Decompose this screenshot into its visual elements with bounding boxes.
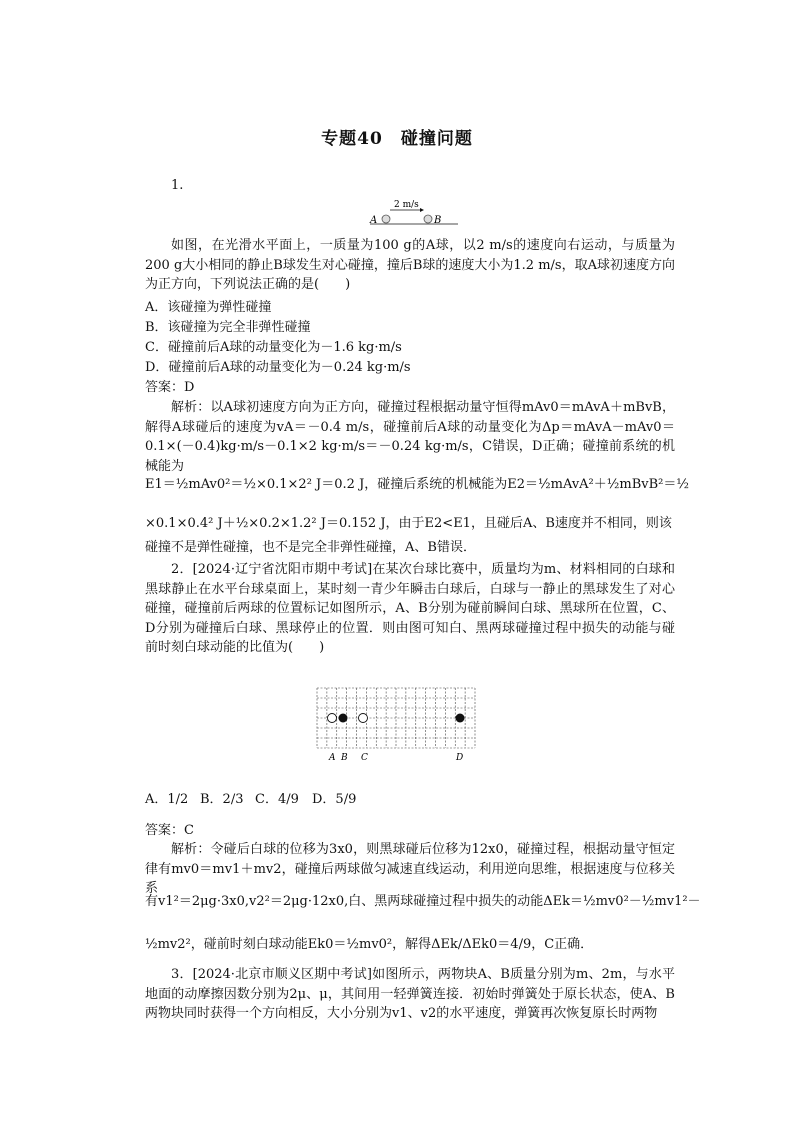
ball-a (382, 215, 390, 223)
q1-answer: 答案：D (145, 380, 195, 395)
white-ball-c (359, 714, 368, 723)
q2-figure (315, 686, 477, 764)
q1-option-c: C．碰撞前后A球的动量变化为－1.6 kg·m/s (145, 340, 402, 355)
q2-analysis-1: 解析：令碰后白球的位移为3x0，则黑球碰后位移为12x0，碰撞过程，根据动量守恒定律有mv0＝mv1＋mv2，碰撞后两球做匀减速直线运动，利用逆向思维，根据速度与位移关系 (145, 842, 675, 896)
q3-stem: 3．[2024·北京市顺义区期中考试]如图所示，两物块A、B质量分别为m、2m，与水平地面的动摩擦因数分别为2μ、μ，其间用一轻弹簧连接．初始时弹簧处于原长状态，使A、B两物块同时获得一个方向相反，大小分别为v1、v2的水平速度，弹簧再次恢复原长时两物 (145, 967, 675, 1021)
q2-option-b: B．2/3 (200, 792, 244, 807)
q1-label-a: A (370, 215, 378, 226)
label-b: B (341, 753, 348, 763)
q1-analysis-2: E1＝½mAv0²＝½×0.1×2² J＝0.2 J，碰撞后系统的机械能为E2＝½mAvA²＋½mBvB²＝½ (145, 477, 689, 492)
ball-b (424, 215, 432, 223)
q1-option-a: A．该碰撞为弹性碰撞 (145, 300, 272, 315)
q1-analysis-3: ×0.1×0.4² J＋½×0.2×1.2² J＝0.152 J，由于E2<E1，且碰后A、B速度并不相同，则该 (145, 516, 672, 531)
q1-number: 1. (171, 178, 184, 193)
q1-option-b: B．该碰撞为完全非弹性碰撞 (145, 320, 311, 335)
q2-analysis-3: ½mv2²，碰前时刻白球动能Ek0＝½mv0²，解得ΔEk/ΔEk0＝4/9，C正确． (145, 937, 594, 952)
q2-stem: 2．[2024·辽宁省沈阳市期中考试]在某次台球比赛中，质量均为m、材料相同的白球和黑球静止在水平台球桌面上，某时刻一青少年瞬击白球后，白球与一静止的黑球发生了对心碰撞，碰撞前后两球的位置标记如图所示，A、B分别为碰前瞬间白球、黑球所在位置，C、D分别为碰撞后白球、黑球停止的位置．则由图可知白、黑两球碰撞过程中损失的动能与碰前时刻白球动能的比值为( ) (145, 562, 675, 655)
q2-option-d: D．5/9 (312, 792, 357, 807)
q1-label-b: B (434, 215, 442, 226)
q1-stem: 如图，在光滑水平面上，一质量为100 g的A球，以2 m/s的速度向右运动，与质量为200 g大小相同的静止B球发生对心碰撞，撞后B球的速度大小为1.2 m/s，取A球初速度方向为正方向，下列说法正确的是( ) (145, 238, 675, 292)
q1-figure (368, 197, 460, 229)
label-d: D (456, 753, 464, 763)
q2-option-a: A．1/2 (145, 792, 189, 807)
q1-analysis-4: 碰撞不是弹性碰撞，也不是完全非弹性碰撞，A、B错误． (145, 540, 476, 555)
page-title: 专题40 碰撞问题 (321, 129, 473, 149)
black-ball-d (456, 714, 465, 723)
q1-option-d: D．碰撞前后A球的动量变化为－0.24 kg·m/s (145, 360, 411, 375)
black-ball-b (339, 714, 348, 723)
q2-analysis-2: 有v1²＝2μg·3x0,v2²＝2μg·12x0,白、黑两球碰撞过程中损失的动能ΔEk＝½mv0²－½mv1²－ (145, 894, 701, 909)
q2-answer: 答案：C (145, 823, 194, 838)
q1-speed-label: 2 m/s (394, 200, 419, 210)
label-a: A (329, 753, 336, 763)
white-ball-a (328, 714, 337, 723)
q2-option-c: C．4/9 (255, 792, 299, 807)
label-c: C (361, 753, 368, 763)
q1-analysis-1: 解析：以A球初速度方向为正方向，碰撞过程根据动量守恒得mAv0＝mAvA＋mBvB，解得A球碰后的速度为vA＝－0.4 m/s，碰撞前后A球的动量变化为Δp＝mAvA－mAv0＝0.1×(－0.4)kg·m/s－0.1×2 kg·m/s＝－0.24 kg·m/s，C错误，D正确；碰撞前系统的机械能为 (145, 400, 675, 474)
